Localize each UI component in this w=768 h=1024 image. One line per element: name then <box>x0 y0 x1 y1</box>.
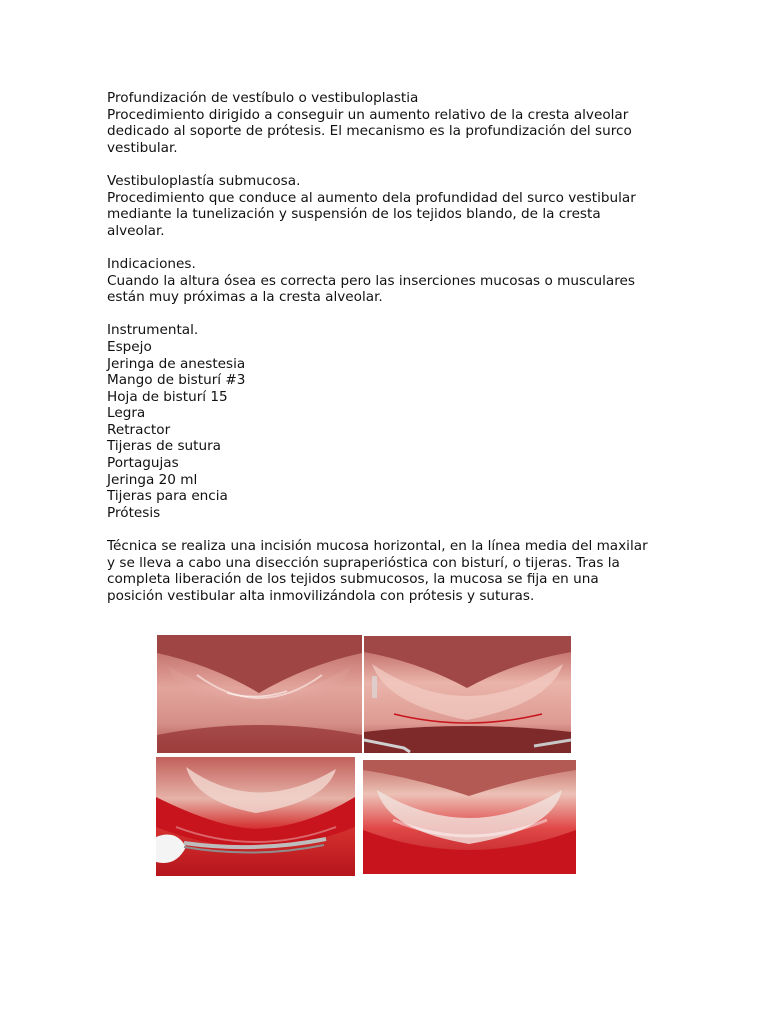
clinical-photo-dissection <box>156 757 355 876</box>
text-line: Procedimiento que conduce al aumento dela profundidad del surco vestibular <box>107 189 636 206</box>
indicaciones-paragraph <box>107 256 687 306</box>
text-line: dedicado al soporte de prótesis. El mecanismo es la profundización del surco <box>107 123 632 140</box>
text-line: Cuando la altura ósea es correcta pero las inserciones mucosas o musculares <box>107 272 635 289</box>
list-item: Prótesis <box>107 504 161 521</box>
list-item: Hoja de bisturí 15 <box>107 388 228 405</box>
heading-line: Vestibuloplastía submucosa. <box>107 172 301 189</box>
photo-illustration <box>364 636 571 753</box>
text-line: completa liberación de los tejidos submucosos, la mucosa se fija en una <box>107 571 599 588</box>
text-line: vestibular. <box>107 139 178 156</box>
text-line: están muy próximas a la cresta alveolar. <box>107 289 383 306</box>
list-item: Tijeras para encia <box>107 488 228 505</box>
text-line: y se lleva a cabo una disección supraperióstica con bisturí, o tijeras. Tras la <box>107 554 620 571</box>
submucosa-paragraph <box>107 173 687 239</box>
photo-illustration <box>363 760 576 874</box>
text-line: Procedimiento dirigido a conseguir un aumento relativo de la cresta alveolar <box>107 106 629 123</box>
clinical-photo-incision <box>364 636 571 753</box>
text-line: alveolar. <box>107 222 165 239</box>
list-item: Portagujas <box>107 455 179 472</box>
clinical-photo-postoperative <box>363 760 576 874</box>
instrumental-list <box>107 322 687 521</box>
title-line: Profundización de vestíbulo o vestibuloplastia <box>107 90 419 106</box>
heading-line: Indicaciones. <box>107 255 196 272</box>
tecnica-paragraph <box>107 538 687 604</box>
intro-paragraph <box>107 90 687 156</box>
instrumental-heading: Instrumental. <box>107 322 199 339</box>
clinical-photo-preoperative <box>157 635 362 753</box>
list-item: Mango de bisturí #3 <box>107 372 246 389</box>
list-item: Jeringa de anestesia <box>107 355 246 372</box>
text-line: posición vestibular alta inmovilizándola con prótesis y suturas. <box>107 587 535 604</box>
photo-illustration <box>157 635 362 753</box>
list-item: Legra <box>107 405 146 422</box>
text-line: mediante la tunelización y suspensión de los tejidos blando, de la cresta <box>107 206 601 223</box>
list-item: Retractor <box>107 421 171 438</box>
list-item: Jeringa 20 ml <box>107 471 198 488</box>
list-item: Tijeras de sutura <box>107 438 222 455</box>
text-line: Técnica se realiza una incisión mucosa horizontal, en la línea media del maxilar <box>107 538 648 555</box>
list-item: Espejo <box>107 338 152 355</box>
document-text <box>107 90 687 621</box>
photo-illustration <box>156 757 355 876</box>
